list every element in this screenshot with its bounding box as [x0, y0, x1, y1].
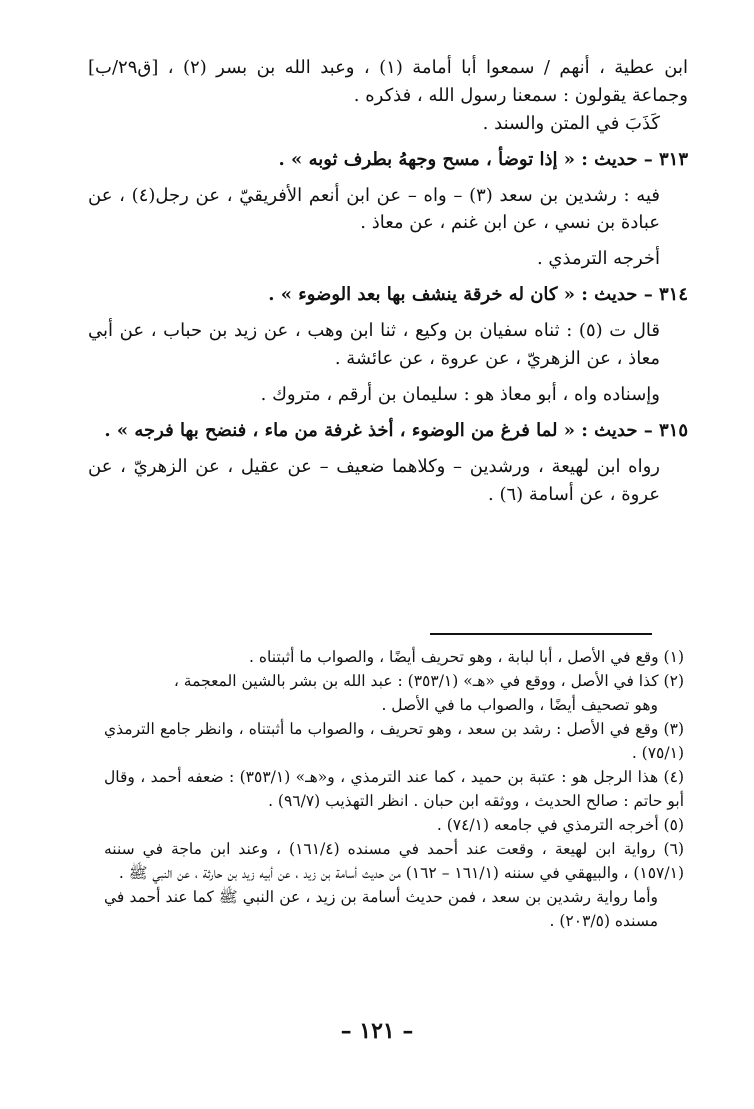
footnote: (٦) رواية ابن لهيعة ، وقعت عند أحمد في مسنده (١٦١/٤) ، وعند ابن ماجة في سننه (١٥٧/١) ، والبيهقي في سننه (١٦١/١ – ١٦٢) من حديث أسامة بن زيد ، عن أبيه زيد بن حارثة ، عن النبي ﷺ .	[104, 840, 684, 883]
paragraph: رواه ابن لهيعة ، ورشدين – وكلاهما ضعيف – عن عقيل ، عن الزهريّ ، عن عروة ، عن أسامة (٦) .	[88, 455, 660, 505]
paragraph: قال ت (٥) : ثناه سفيان بن وكيع ، ثنا ابن وهب ، عن زيد بن حباب ، عن أبي معاذ ، عن الزهريّ ، عن عروة ، عن عائشة .	[88, 320, 660, 370]
paragraph: فيه : رشدين بن سعد (٣) – واه – عن ابن أنعم الأفريقيّ ، عن رجل(٤) ، عن عبادة بن نسي ، عن ابن غنم ، عن معاذ .	[88, 184, 660, 234]
footnote: (٤) هذا الرجل هو : عتبة بن حميد ، كما عند الترمذي ، و«هـ» (٣٥٣/١) : ضعفه أحمد ، وقال أبو حاتم : صالح الحديث ، ووثقه ابن حبان . انظر التهذيب (٩٦/٧) .	[104, 768, 684, 811]
paragraph: أخرجه الترمذي .	[536, 248, 660, 270]
hadith-heading-313: ٣١٣ – حديث : « إذا توضأ ، مسح وجههُ بطرف ثوبه » .	[278, 148, 688, 170]
footnotes	[104, 645, 684, 933]
footnote: (٥) أخرجه الترمذي في جامعه (٧٤/١) .	[436, 816, 684, 835]
footnote-continuation: وهو تصحيف أيضًا ، والصواب ما في الأصل .	[381, 696, 658, 715]
paragraph: وإسناده واه ، أبو معاذ هو : سليمان بن أرقم ، متروك .	[260, 383, 660, 405]
hadith-heading-315: ٣١٥ – حديث : « لما فرغ من الوضوء ، أخذ غرفة من ماء ، فنضح بها فرجه » .	[104, 419, 688, 441]
paragraph: ابن عطية ، أنهم / سمعوا أبا أمامة (١) ، وعبد الله بن بسر (٢) ، [ق٢٩/ب] وجماعة يقولون : سمعنا رسول الله ، فذكره .	[88, 57, 689, 106]
hadith-heading-314: ٣١٤ – حديث : « كان له خرقة ينشف بها بعد الوضوء » .	[268, 284, 688, 306]
main-text	[88, 54, 688, 508]
footnote: (٣) وقع في الأصل : رشد بن سعد ، وهو تحريف ، والصواب ما أثبتناه ، وانظر جامع الترمذي (٧٥/١) .	[104, 720, 684, 763]
footnote-separator	[430, 633, 652, 635]
footnote-continuation: وأما رواية رشدين بن سعد ، فمن حديث أسامة بن زيد ، عن النبي ﷺ كما عند أحمد في مسنده (٢٠٣/٥) .	[104, 888, 658, 931]
paragraph: كَذَبَ في المتن والسند .	[482, 112, 660, 134]
footnote: (١) وقع في الأصل ، أبا لبابة ، وهو تحريف أيضًا ، والصواب ما أثبتناه .	[249, 648, 684, 666]
page-number: – ١٢١ –	[340, 1018, 414, 1044]
footnote: (٢) كذا في الأصل ، ووقع في «هـ» (٣٥٣/١) : عبد الله بن بشر بالشين المعجمة ،	[173, 672, 684, 691]
